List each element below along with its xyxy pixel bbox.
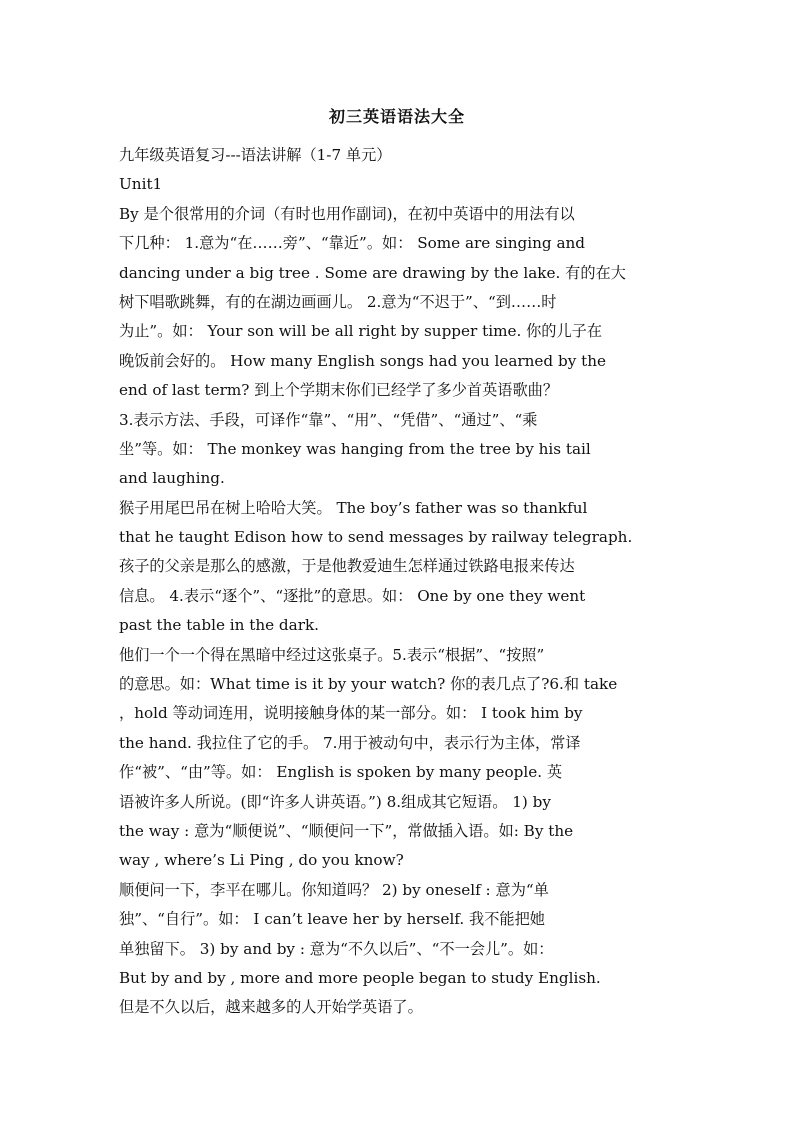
- text-line: 他们一个一个得在黑暗中经过这张桌子。5.表示“根据”、“按照”: [119, 645, 545, 664]
- text-line: past the table in the dark.: [119, 616, 319, 635]
- text-line: and laughing.: [119, 469, 225, 488]
- text-line: the way : 意为“顺便说”、“顺便问一下”，常做插入语。如: By the: [119, 821, 574, 840]
- text-line: 坐”等。如： The monkey was hanging from the tree by his tail: [119, 439, 591, 458]
- text-line: 作“被”、“由”等。如： English is spoken by many people. 英: [119, 763, 563, 782]
- text-line: 九年级英语复习---语法讲解（1-7 单元）: [119, 146, 392, 164]
- text-line: 猴子用尾巴吊在树上哈哈大笑。 The boy’s father was so thankful: [119, 498, 588, 517]
- text-line: 单独留下。 3) by and by : 意为“不久以后”、“不一会儿”。如：: [119, 939, 554, 958]
- text-line: way , where’s Li Ping , do you know?: [119, 851, 404, 870]
- text-line: Unit1: [119, 175, 163, 194]
- text-line: 信息。 4.表示“逐个”、“逐批”的意思。如： One by one they went: [119, 586, 586, 605]
- text-line: 晚饭前会好的。 How many English songs had you learned by the: [119, 351, 606, 370]
- text-line: 3.表示方法、手段，可译作“靠”、“用”、“凭借”、“通过”、“乘: [119, 410, 538, 429]
- text-line: 语被许多人所说。(即“许多人讲英语。”) 8.组成其它短语。 1) by: [119, 792, 551, 811]
- document-title: 初三英语语法大全: [328, 107, 465, 126]
- text-line: 但是不久以后，越来越多的人开始学英语了。: [119, 998, 423, 1017]
- text-line: 孩子的父亲是那么的感激，于是他教爱迪生怎样通过铁路电报来传达: [119, 557, 575, 576]
- text-line: 树下唱歌跳舞，有的在湖边画画儿。 2.意为“不迟于”、“到……时: [119, 292, 557, 311]
- text-line: 的意思。如：What time is it by your watch? 你的表几点了?6.和 take: [119, 675, 618, 694]
- text-line: But by and by , more and more people began to study English.: [119, 968, 601, 987]
- text-line: end of last term? 到上个学期末你们已经学了多少首英语歌曲？: [119, 381, 559, 400]
- text-line: ，hold 等动词连用，说明接触身体的某一部分。如： I took him by: [119, 704, 583, 723]
- text-line: that he taught Edison how to send messages by railway telegraph.: [119, 528, 633, 547]
- text-line: 为止”。如： Your son will be all right by supper time. 你的儿子在: [119, 322, 603, 341]
- text-line: 下几种： 1.意为“在……旁”、“靠近”。如： Some are singing and: [119, 234, 585, 253]
- text-line: the hand. 我拉住了它的手。 7.用于被动句中，表示行为主体，常译: [119, 733, 581, 752]
- text-line: By 是个很常用的介词（有时也用作副词)，在初中英语中的用法有以: [119, 204, 575, 223]
- text-line: 顺便问一下，李平在哪儿。你知道吗？ 2) by oneself : 意为“单: [119, 880, 549, 899]
- text-line: 独”、“自行”。如： I can’t leave her by herself. 我不能把她: [119, 910, 545, 929]
- document-body: [119, 141, 709, 1023]
- text-line: dancing under a big tree . Some are drawing by the lake. 有的在大: [119, 263, 626, 282]
